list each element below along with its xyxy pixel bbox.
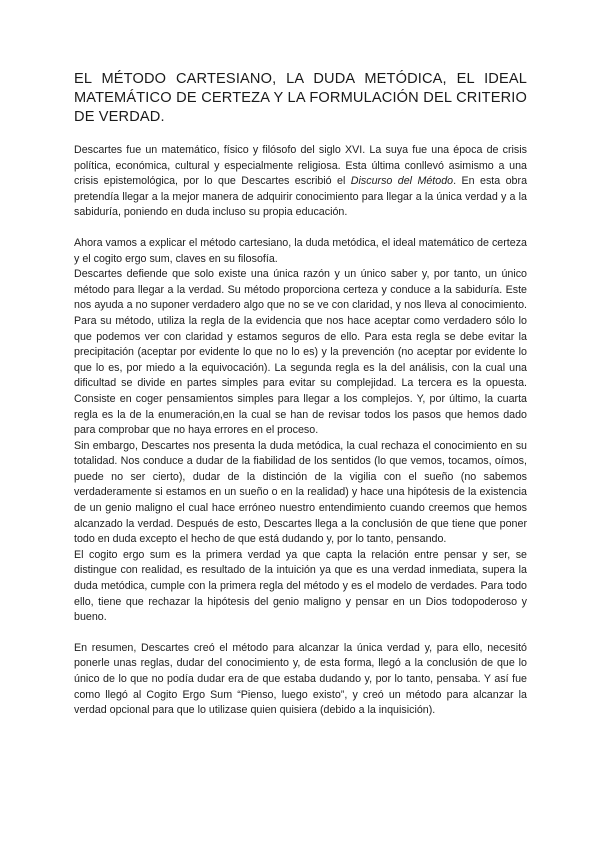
body-paragraph-doubt: Sin embargo, Descartes nos presenta la duda metódica, la cual rechaza el conocimiento en su totalidad. Nos conduce a dudar de la fiabilidad de los sentidos (lo que vemos, tocamos, oímos, puede no ser cierto), dudar de la distinción de la vigilia con el sueño (no sabemos verdaderamente si estamos en un sueño o en la realidad) y hace una hipótesis de la existencia de un genio maligno el cual hace erróneo nuestro entendimiento cuando creemos que hemos alcanzado la verdad. Después de esto, Descartes llega a la conclusión de que tiene que poner todo en duda excepto el hecho de que está dudando y, por lo tanto, pensando.	[74, 439, 527, 546]
body-paragraph-method: Descartes defiende que solo existe una única razón y un único saber y, por tanto, un único método para llegar a la verdad. Su método proporciona certeza y conduce a la sabiduría. Este nos ayuda a no suponer verdadero algo que no se ve con claridad, y nos lleva al conocimiento. Para su método, utiliza la regla de la evidencia que nos hace aceptar como verdadero sólo lo que podemos ver con claridad y estamos seguros de ello. Para esta regla se debe evitar la precipitación (aceptar por evidente lo que no lo es) y la prevención (no aceptar por evidente lo que lo es, por miedo a la equivocación). La segunda regla es la del análisis, con la cual una dificultad se divide en partes simples para evitar su complejidad. La tercera es la opuesta. Consiste en coger pensamientos simples para llegar a los complejos. Y, por último, la cuarta regla es la de la enumeración,en la cual se han de revisar todos los pasos que hemos dado para comprobar que no haya errores en el proceso.	[74, 268, 527, 437]
conclusion-paragraph: En resumen, Descartes creó el método para alcanzar la única verdad y, para ello, necesitó ponerle unas reglas, dudar del conocimiento y, de esta forma, llegó a la conclusión de que lo único de lo que no podía dudar era de que estaba dudando y, por lo tanto, pensaba. Y así fue como llegó al Cogito Ergo Sum “Pienso, luego existo”, y creó un método para alcanzar la verdad opcional para que lo utilizase quien quisiera (debido a la inquisición).	[74, 641, 527, 717]
document-title: EL MÉTODO CARTESIANO, LA DUDA METÓDICA, EL IDEAL MATEMÁTICO DE CERTEZA Y LA FORMULACIÓN DEL CRITERIO DE VERDAD.	[74, 71, 527, 125]
body-paragraph-overview: Ahora vamos a explicar el método cartesiano, la duda metódica, el ideal matemático de certeza y el cogito ergo sum, claves en su filosofía.	[74, 236, 527, 265]
paragraph-gap	[74, 626, 527, 641]
intro-text-start: Descartes fue un matemático, físico y filósofo del siglo XVI. La suya fue una época de crisis política, económica, cultural y especialmente religiosa. Esta última conllevó asimismo a una crisis epistemológica, por lo que Descartes escribió el	[74, 144, 527, 188]
book-title: Discurso del Método	[350, 175, 454, 188]
intro-text-end: . En esta obra pretendía llegar a la mejor manera de adquirir conocimiento para llegar a la única verdad y a la sabiduría, poniendo en duda incluso su propia educación.	[74, 175, 528, 219]
intro-paragraph	[74, 143, 527, 221]
paragraph-gap	[74, 221, 527, 236]
body-paragraph-cogito: El cogito ergo sum es la primera verdad ya que capta la relación entre pensar y ser, se distingue con realidad, es resultado de la intuición ya que es una verdad inmediata, supera la duda metódica, cumple con la primera regla del método y es el modelo de verdades. Para todo ello, tiene que rechazar la hipótesis del genio maligno y pensar en un Dios todopoderoso y bueno.	[74, 548, 527, 624]
